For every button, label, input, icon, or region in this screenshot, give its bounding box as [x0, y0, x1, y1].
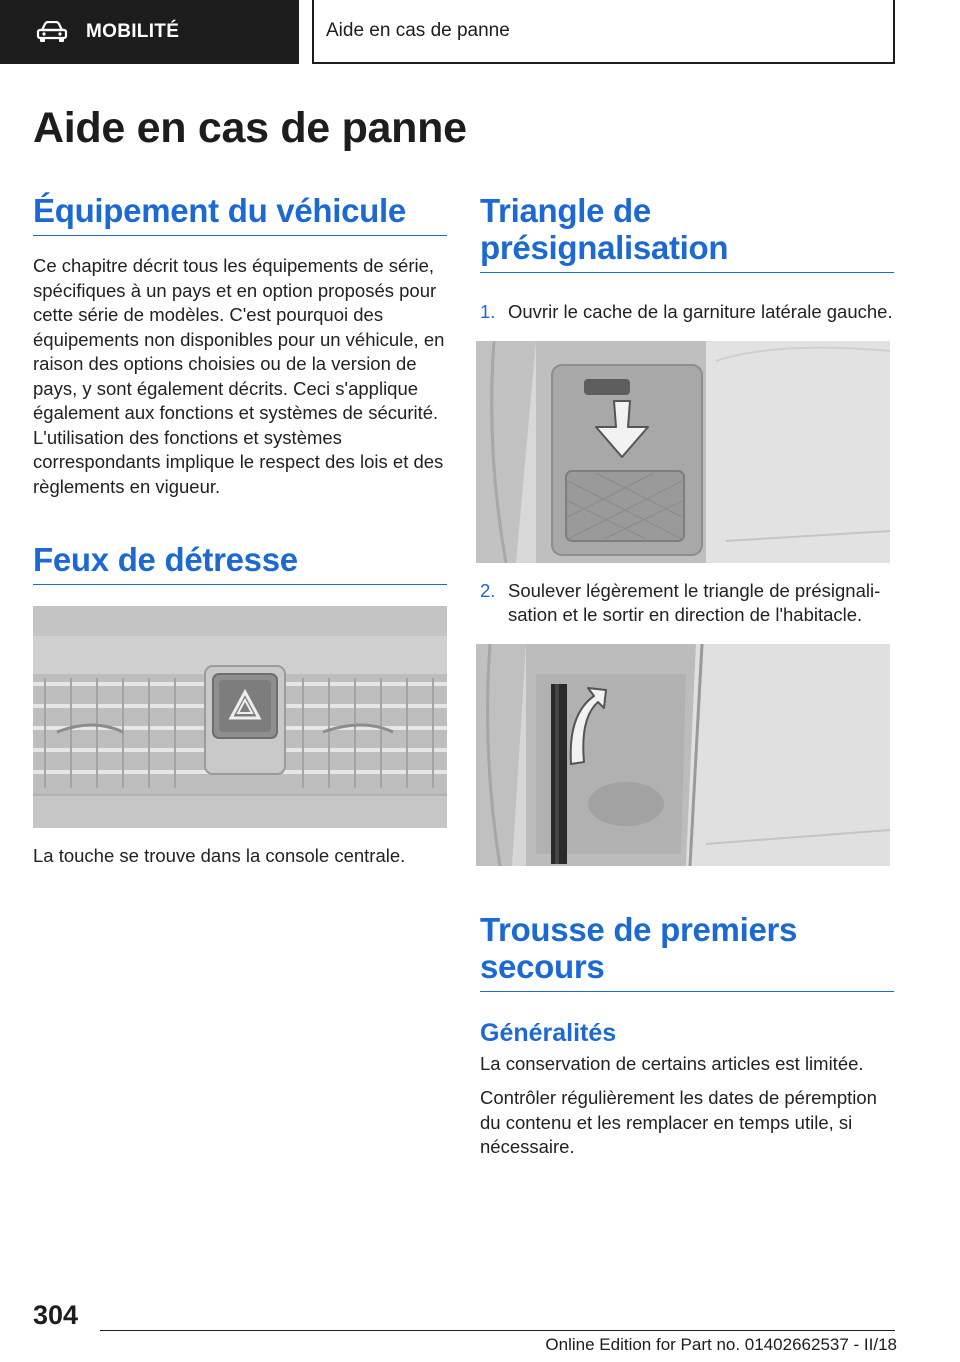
triangle-steps-list-1 [480, 300, 894, 325]
warning-triangle-image [476, 644, 890, 866]
equipment-paragraph: Ce chapitre décrit tous les équipements de série, spécifiques à un pays et en option proposés pour cette série de modèles. C'est pourquoi des équipements non disponibles pour un véhicule, en raison des options choisies ou de la version de pays, y sont également décrits. Ceci s'applique également aux fonctions et systèmes de sécurité. L'utilisation des fonctions et systèmes correspondants implique le respect des lois et des règlements en vigueur. [33, 255, 445, 497]
hazard-heading: Feux de détresse [33, 541, 447, 585]
trim-cover-image [476, 341, 890, 563]
right-column [480, 192, 894, 1160]
step-text: Ouvrir le cache de la garniture latérale gauche. [508, 301, 893, 322]
page-number: 304 [33, 1300, 79, 1330]
firstaid-subheading: Généralités [480, 1018, 617, 1047]
firstaid-heading: Trousse de premiers secours [480, 911, 894, 992]
hazard-switch-image [33, 606, 447, 828]
step-number: 2. [480, 579, 496, 601]
hazard-caption: La touche se trouve dans la console centrale. [33, 845, 406, 866]
header-chapter-tab [312, 0, 895, 64]
footer-edition: Online Edition for Part no. 01402662537 - II/18 [545, 1335, 897, 1354]
page-title: Aide en cas de panne [33, 104, 467, 152]
equipment-heading: Équipement du véhicule [33, 192, 447, 236]
triangle-heading: Triangle de présignalisation [480, 192, 894, 273]
firstaid-paragraph-2: Contrôler régulièrement les dates de péremption du contenu et les remplacer en temps utile, si nécessaire. [480, 1087, 877, 1157]
triangle-steps-list-2 [480, 579, 894, 628]
warning-triangle-illustration [476, 644, 890, 866]
header-section-tab [0, 0, 299, 64]
list-item [480, 300, 894, 325]
trim-cover-illustration [476, 341, 890, 563]
step-text: Soulever légèrement le triangle de présignalisation et le sortir en direction de l'habitacle. [508, 579, 881, 625]
car-icon [36, 21, 68, 43]
list-item [480, 579, 894, 628]
hazard-switch-illustration [33, 606, 447, 828]
firstaid-paragraph-1: La conservation de certains articles est limitée. [480, 1052, 864, 1074]
header-chapter-label: Aide en cas de panne [326, 20, 510, 41]
footer-divider [100, 1330, 895, 1331]
header-section-label: MOBILITÉ [86, 21, 180, 42]
step-number: 1. [480, 301, 496, 322]
left-column [33, 192, 447, 869]
